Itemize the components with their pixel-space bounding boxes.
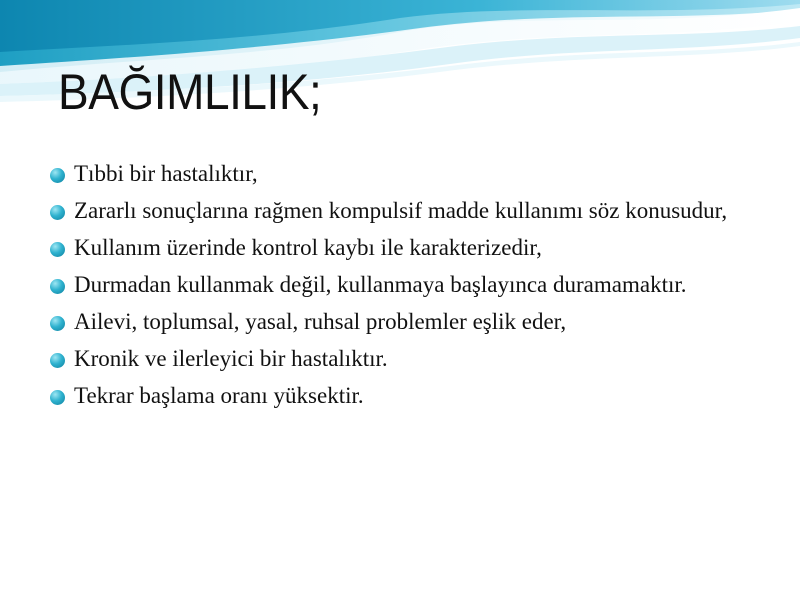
bullet-dot-icon	[50, 279, 65, 294]
bullet-text: Ailevi, toplumsal, yasal, ruhsal problemler eşlik eder,	[74, 309, 567, 334]
bullet-dot-icon	[50, 353, 65, 368]
bullet-item	[48, 159, 778, 189]
bullet-text: Durmadan kullanmak değil, kullanmaya başlayınca duramamaktır.	[74, 272, 687, 297]
bullet-list	[48, 159, 778, 418]
bullet-item	[48, 307, 778, 337]
bullet-text: Tekrar başlama oranı yüksektir.	[74, 383, 364, 408]
bullet-item	[48, 344, 778, 374]
bullet-item	[48, 381, 778, 411]
bullet-item	[48, 270, 778, 300]
bullet-text: Kullanım üzerinde kontrol kaybı ile karakterizedir,	[74, 235, 542, 260]
bullet-dot-icon	[50, 316, 65, 331]
bullet-text: Kronik ve ilerleyici bir hastalıktır.	[74, 346, 388, 371]
bullet-item	[48, 233, 778, 263]
bullet-dot-icon	[50, 242, 65, 257]
bullet-text: Zararlı sonuçlarına rağmen kompulsif madde kullanımı söz konusudur,	[74, 198, 728, 223]
bullet-dot-icon	[50, 168, 65, 183]
bullet-text: Tıbbi bir hastalıktır,	[74, 161, 258, 186]
bullet-dot-icon	[50, 205, 65, 220]
slide-title: BAĞIMLILIK;	[58, 64, 322, 120]
bullet-item	[48, 196, 778, 226]
bullet-dot-icon	[50, 390, 65, 405]
